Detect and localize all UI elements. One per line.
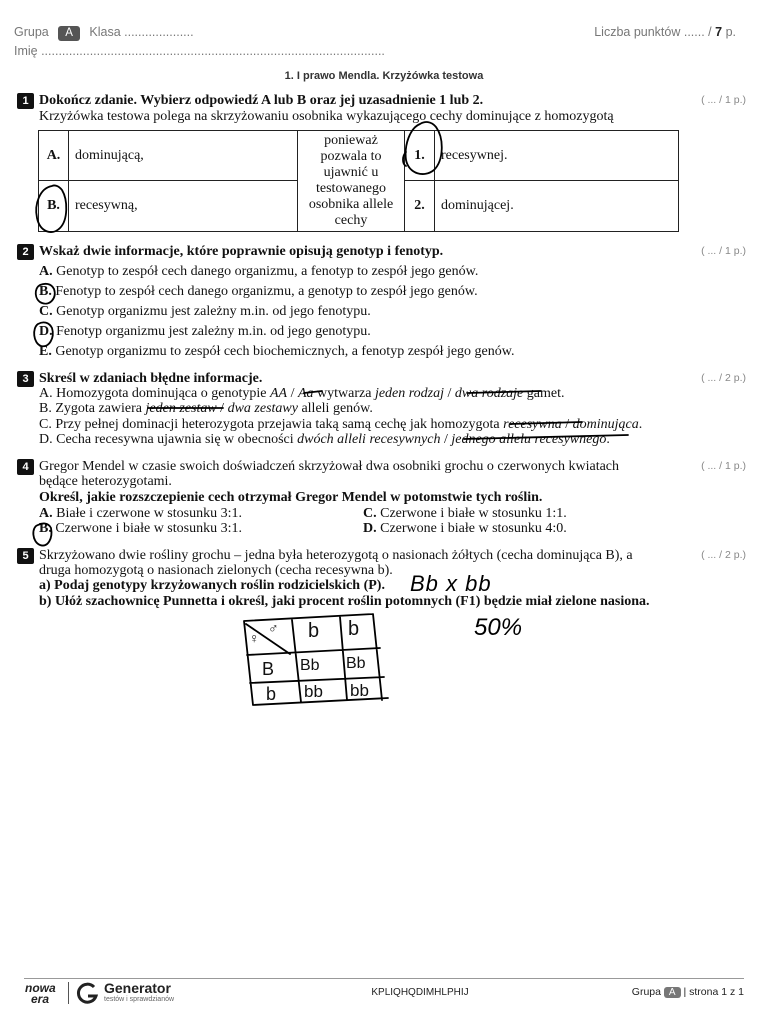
footer-group-label: Grupa [631,986,661,998]
q1-option-1-label[interactable]: 1. [405,131,435,181]
q3-choice[interactable]: dwa rodzaje [454,386,524,401]
q3-choice[interactable]: dwa zestawy [227,401,298,416]
nowa-era-logo: nowa era [25,981,56,1006]
q2-option-text: Fenotyp to zespół cech danego organizmu, a genotyp to zespół jego genów. [55,284,478,299]
points-max: 7 [715,25,723,39]
points-total [594,25,736,39]
punnett-cell: bb [304,682,323,701]
q4-option[interactable] [39,506,242,521]
document-code: KPLIQHQDIMHLPHIJ [371,987,469,998]
q2-option-text: Genotyp organizmu jest zależny m.in. od jego fenotypu. [56,304,371,319]
generator-subtitle: testów i sprawdzianów [104,996,175,1003]
q2-option[interactable] [39,324,371,339]
group-badge: A [58,26,80,41]
q1-option-1-text: recesywnej. [435,131,679,181]
q3-choice[interactable]: jeden rodzaj [374,386,445,401]
q3-choice[interactable]: Aa [297,386,314,401]
q1-option-b-text: recesywną, [69,181,298,232]
q2-option-label: B. [39,284,52,299]
header-group [14,25,194,41]
q2-points: ( ... / 1 p.) [701,245,746,257]
q3-sentence-c: C. Przy pełnej dominacji heterozygota przejawia taką samą cechę jak homozygota recesywna / dominująca. [39,417,643,432]
group-label: Grupa [14,25,49,39]
q4-text-line-2: będące heterozygotami. [39,474,172,489]
punnett-row-head: b [266,684,277,704]
punnett-col-head: b [348,618,360,640]
q1-option-a-label[interactable]: A. [39,131,69,181]
q2-option-text: Fenotyp organizmu jest zależny m.in. od jego genotypu. [56,324,371,339]
q4-option-text: Czerwone i białe w stosunku 3:1. [55,521,242,536]
q5-part-b: b) Ułóż szachownicę Punnetta i określ, jaki procent roślin potomnych (F1) będzie miał zielone nasiona. [39,594,650,609]
q4-option-text: Białe i czerwone w stosunku 3:1. [56,506,242,521]
points-unit: p. [725,25,736,39]
q2-option[interactable] [39,304,371,319]
q4-option[interactable] [363,521,567,536]
q3-sentence-d: D. Cecha recesywna ujawnia się w obecności dwóch alleli recesywnych / jednego allelu recesywnego. [39,432,610,447]
q1-option-b-label[interactable]: B. [39,181,69,232]
punnett-cell: bb [350,681,369,700]
q2-option[interactable] [39,344,514,359]
q2-option-label: D. [39,324,53,339]
q4-text-line-1: Gregor Mendel w czasie swoich doświadczeń skrzyżował dwa osobniki grochu o czerwonych kwiatach [39,459,620,474]
q4-prompt: Określ, jakie rozszczepienie cech otrzymał Gregor Mendel w potomstwie tych roślin. [39,490,543,505]
q2-prompt: Wskaż dwie informacje, które poprawnie opisują genotyp i fenotyp. [39,244,444,259]
question-number-4: 4 [17,459,34,475]
punnett-row-head: B [262,659,275,679]
q3-choice[interactable]: AA [269,386,288,401]
q3-choice[interactable]: dwóch alleli recesywnych [297,432,441,447]
q4-option[interactable] [363,506,567,521]
handwritten-answer-b: 50% [474,614,523,641]
q5-text-line-1: Skrzyżowano dwie rośliny grochu – jedna była heterozygotą o nasionach żółtych (cecha dominująca B), a [39,548,633,563]
q3-choice[interactable]: jeden zestaw [145,401,217,416]
name-field: Imię ................................................................................................... [14,44,385,58]
punnett-cell: Bb [300,657,320,674]
q2-option-label: A. [39,264,53,279]
footer-group-badge: A [664,987,681,998]
q1-middle-text: ponieważ pozwala to ujawnić u testowanego osobnika allele cechy [298,131,405,232]
question-number-2: 2 [17,244,34,260]
q3-choice[interactable]: recesywna [503,417,562,432]
generator-name: Generator [104,980,171,996]
q2-option[interactable] [39,264,478,279]
q1-option-a-text: dominującą, [69,131,298,181]
q3-choice[interactable]: jednego allelu recesywnego [451,432,607,447]
q4-option-label: A. [39,506,53,521]
question-number-5: 5 [17,548,34,564]
q2-option-label: E. [39,344,52,359]
class-field: Klasa .................... [89,25,194,39]
q5-points: ( ... / 2 p.) [701,549,746,561]
q3-sentence-a: A. Homozygota dominująca o genotypie AA / Aa wytwarza jeden rodzaj / dwa rodzaje gamet. [39,386,565,401]
page-title: 1. I prawo Mendla. Krzyżówka testowa [284,70,484,82]
q3-choice[interactable]: dominująca [572,417,639,432]
q4-option-text: Czerwone i białe w stosunku 1:1. [380,506,567,521]
q4-option[interactable] [39,521,242,536]
q4-option-text: Czerwone i białe w stosunku 4:0. [380,521,567,536]
q2-option[interactable] [39,284,478,299]
punnett-cell: Bb [346,655,366,672]
footer-page-info [632,986,744,998]
q4-option-label: B. [39,521,52,536]
handwritten-answer-a: Bb x bb [410,571,492,596]
points-label: Liczba punktów ...... / [594,25,712,39]
q3-points: ( ... / 2 p.) [701,372,746,384]
q5-part-a: a) Podaj genotypy krzyżowanych roślin rodzicielskich (P). [39,578,385,593]
q1-stem: Krzyżówka testowa polega na skrzyżowaniu osobnika wykazującego cechy dominujące z homozygotą [39,109,614,124]
q4-points: ( ... / 1 p.) [701,460,746,472]
footer-divider [24,978,744,979]
q1-option-2-label[interactable]: 2. [405,181,435,232]
q2-option-text: Genotyp organizmu to zespół cech biochemicznych, a fenotyp zespół jego genów. [55,344,515,359]
q1-answer-table [38,130,679,232]
question-number-1: 1 [17,93,34,109]
punnett-corner-male: ♂ [268,620,279,636]
q3-sentence-b: B. Zygota zawiera jeden zestaw / dwa zestawy alleli genów. [39,401,373,416]
q2-option-label: C. [39,304,53,319]
q1-option-2-text: dominującej. [435,181,679,232]
q4-option-label: C. [363,506,377,521]
q1-points: ( ... / 1 p.) [701,94,746,106]
punnett-col-head: b [308,620,320,642]
q3-prompt: Skreśl w zdaniach błędne informacje. [39,371,263,386]
q2-option-text: Genotyp to zespół cech danego organizmu, a fenotyp to zespół jego genów. [56,264,479,279]
q1-prompt: Dokończ zdanie. Wybierz odpowiedź A lub B oraz jej uzasadnienie 1 lub 2. [39,93,484,108]
question-number-3: 3 [17,371,34,387]
footer-page-text: | strona 1 z 1 [683,986,744,998]
q4-option-label: D. [363,521,377,536]
q5-text-line-2: druga homozygotą o nasionach zielonych (cecha recesywna b). [39,563,393,578]
punnett-corner-female: ♀ [249,630,260,646]
